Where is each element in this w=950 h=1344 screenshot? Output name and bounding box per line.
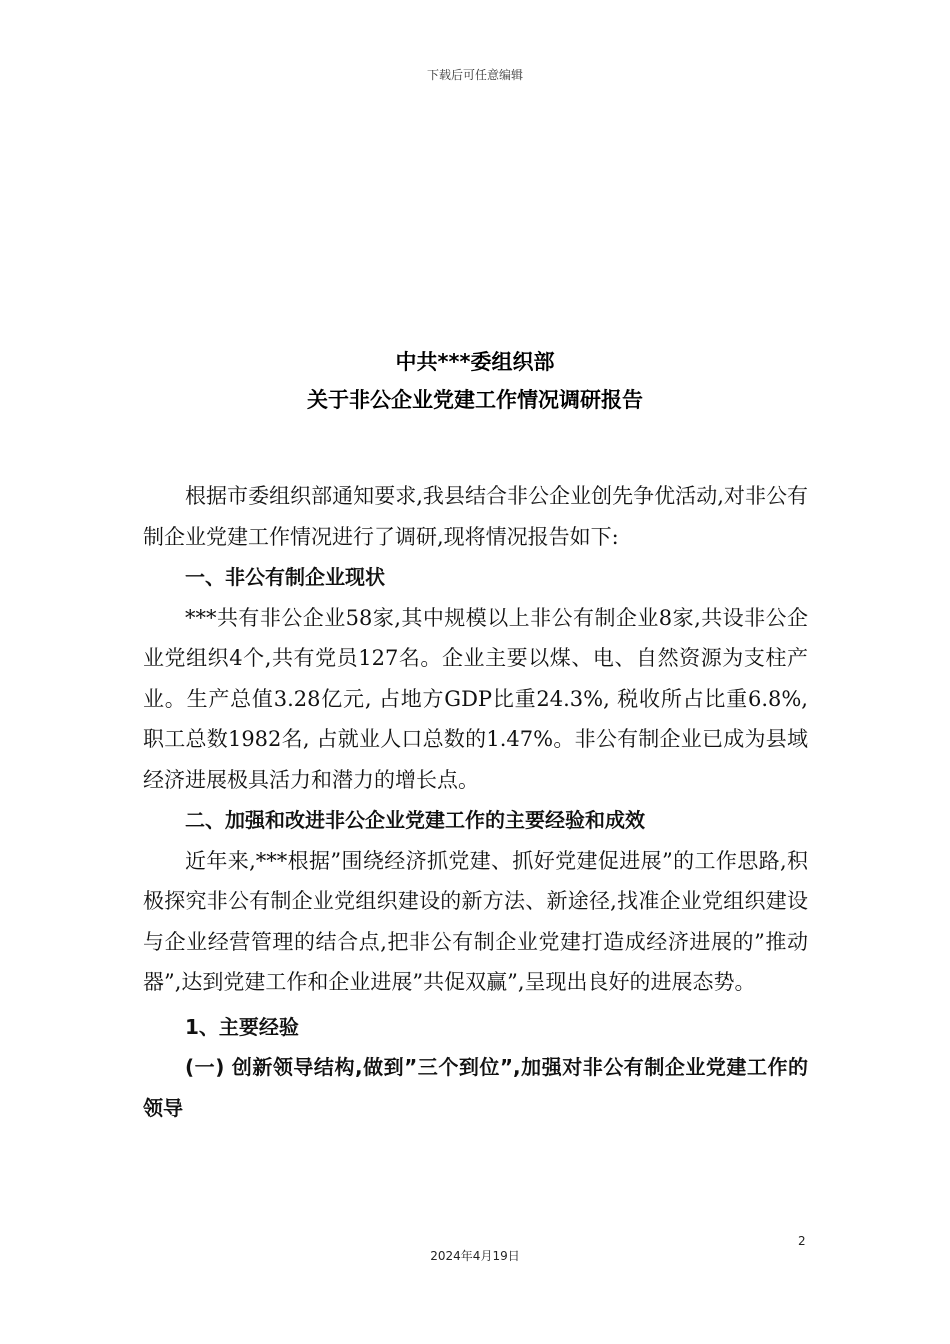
subsection-heading-2: (一) 创新领导结构,做到”三个到位”,加强对非公有制企业党建工作的领导 <box>143 1055 808 1120</box>
subsection-heading-1: 1、主要经验 <box>185 1014 299 1039</box>
section-heading-2: 二、加强和改进非公企业党建工作的主要经验和成效 <box>185 808 645 832</box>
header-note: 下载后可任意编辑 <box>426 68 523 82</box>
title-line-1: 中共***委组织部 <box>395 350 555 374</box>
footer-date: 2024年4月19日 <box>430 1249 520 1263</box>
experience-paragraph: 近年来,***根据”围绕经济抓党建、抓好党建促进展”的工作思路,积极探究非公有制企业党组织建设的新方法、新途径,找准企业党组织建设与企业经营管理的结合点,把非公有制企业党建打造成经济进展的”推动器”,达到党建工作和企业进展”共促双赢”,呈现出良好的进展态势。 <box>143 848 808 994</box>
title-line-2: 关于非公企业党建工作情况调研报告 <box>307 388 643 412</box>
intro-paragraph: 根据市委组织部通知要求,我县结合非公企业创先争优活动,对非公有制企业党建工作情况进行了调研,现将情况报告如下: <box>143 484 808 549</box>
document-body <box>143 476 808 1128</box>
page-number: 2 <box>798 1234 806 1248</box>
section-heading-1: 一、非公有制企业现状 <box>185 565 385 589</box>
document-title <box>0 343 950 419</box>
status-paragraph: ***共有非公企业58家,其中规模以上非公有制企业8家,共设非公企业党组织4个,共有党员127名。企业主要以煤、电、自然资源为支柱产业。生产总值3.28亿元, 占地方GDP比重24.3%, 税收所占比重6.8%, 职工总数1982名, 占就业人口总数的1.47%。非公有制企业已成为县域经济进展极具活力和潜力的增长点。 <box>143 605 808 792</box>
